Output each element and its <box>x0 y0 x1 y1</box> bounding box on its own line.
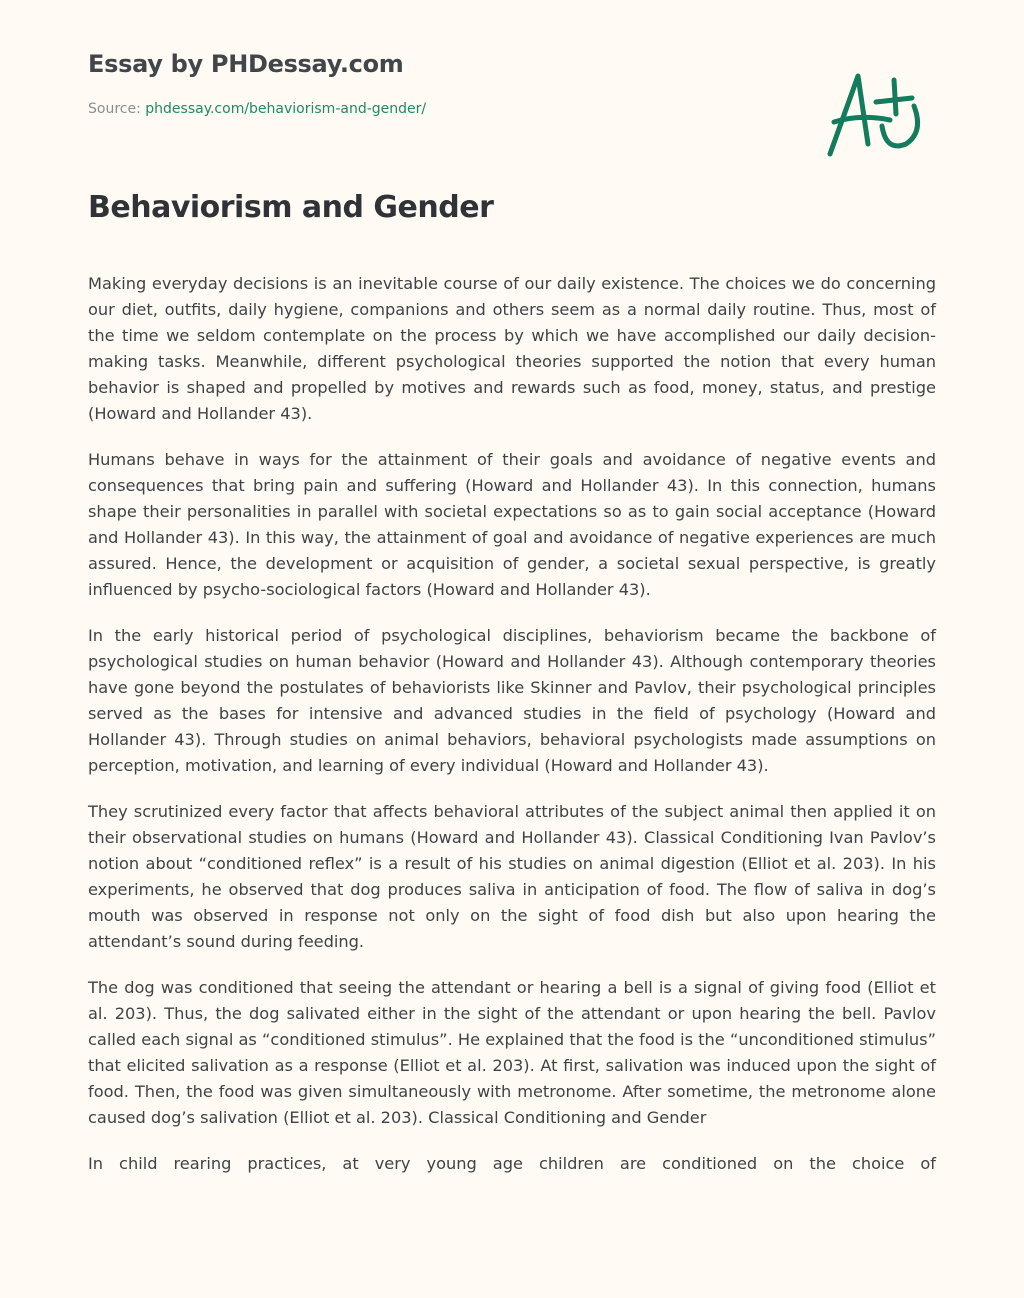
paragraph: Humans behave in ways for the attainment of their goals and avoidance of negative events and consequences that bring pain and suffering (Howard and Hollander 43). In this connection, humans shape their personalities in parallel with societal expectations so as to gain social acceptance (Howard and Hollander 43). In this way, the attainment of goal and avoidance of negative experiences are much assured. Hence, the development or acquisition of gender, a societal sexual perspective, is greatly influenced by psycho-sociological factors (Howard and Hollander 43). <box>88 450 936 599</box>
site-brand: Essay by PHDessay.com <box>88 50 404 78</box>
paragraph: They scrutinized every factor that affects behavioral attributes of the subject animal then applied it on their observational studies on humans (Howard and Hollander 43). Classical Conditioning Ivan Pavlov’s notion about “conditioned reflex” is a result of his studies on animal digestion (Elliot et al. 203). In his experiments, he observed that dog produces saliva in anticipation of food. The flow of saliva in dog’s mouth was observed in response not only on the sight of food dish but also upon hearing the attendant’s sound during feeding. <box>88 802 936 951</box>
source-link[interactable]: phdessay.com/behaviorism-and-gender/ <box>145 101 427 117</box>
page-title: Behaviorism and Gender <box>88 190 494 225</box>
paragraph: The dog was conditioned that seeing the attendant or hearing a bell is a signal of giving food (Elliot et al. 203). Thus, the dog salivated either in the sight of the attendant or upon hearing the bell. Pavlov called each signal as “conditioned stimulus”. He explained that the food is the “unconditioned stimulus” that elicited salivation as a response (Elliot et al. 203). At first, salivation was induced upon the sight of food. Then, the food was given simultaneously with metronome. After sometime, the metronome alone caused dog’s salivation (Elliot et al. 203). Classical Conditioning and Gender <box>88 978 936 1127</box>
a-plus-logo-icon <box>820 62 930 162</box>
essay-body <box>88 271 936 1197</box>
paragraph: Making everyday decisions is an inevitable course of our daily existence. The choices we do concerning our diet, outfits, daily hygiene, companions and others seem as a normal daily routine. Thus, most of the time we seldom contemplate on the process by which we have accomplished our daily decision-making tasks. Meanwhile, different psychological theories supported the notion that every human behavior is shaped and propelled by motives and rewards such as food, money, status, and prestige (Howard and Hollander 43). <box>88 274 936 423</box>
source-label: Source: <box>88 101 141 117</box>
paragraph: In child rearing practices, at very young age children are conditioned on the choice of <box>88 1154 936 1173</box>
paragraph: In the early historical period of psychological disciplines, behaviorism became the backbone of psychological studies on human behavior (Howard and Hollander 43). Although contemporary theories have gone beyond the postulates of behaviorists like Skinner and Pavlov, their psychological principles served as the bases for intensive and advanced studies in the field of psychology (Howard and Hollander 43). Through studies on animal behaviors, behavioral psychologists made assumptions on perception, motivation, and learning of every individual (Howard and Hollander 43). <box>88 626 936 775</box>
source-line <box>88 101 426 117</box>
